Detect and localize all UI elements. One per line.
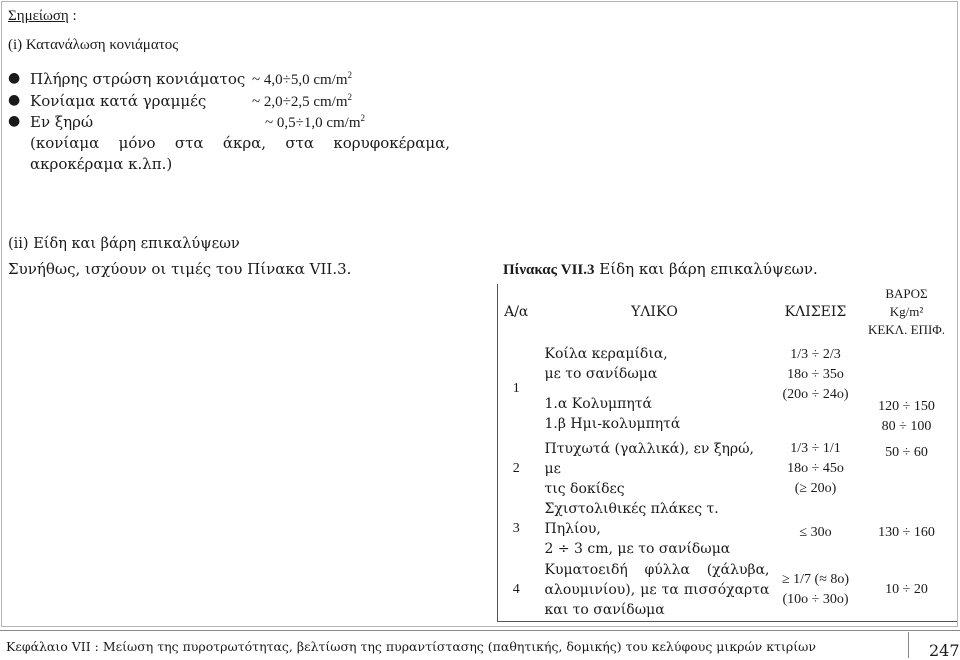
table-caption [503,260,818,279]
material-line: και το σανίδωμα [544,602,665,618]
coverings-table [497,284,957,622]
slope-line: 18ο ÷ 35ο [787,367,844,382]
material-line: Σχιστολιθικές πλάκες τ. Πηλίου, [544,501,719,537]
row-material [535,439,775,499]
slope-line: 1/3 ÷ 1/1 [790,441,841,456]
header-weight [857,284,957,339]
slope-line: 18ο ÷ 45ο [787,461,844,476]
material-line: Πτυχωτά (γαλλικά), εν ξηρώ, με [544,441,755,477]
material-line: αλουμινίου), με τα πισσόχαρτα [544,582,770,598]
weight-line: 120 ÷ 150 [878,399,935,414]
row-slopes [775,559,857,622]
row-weight [857,339,957,439]
slope-line: ≥ 1/7 (≈ 8ο) [781,572,850,587]
header-slopes: ΚΛΙΣΕΙΣ [784,303,847,320]
consumption-label: Πλήρης στρώση κονιάματος [30,70,246,88]
section1-title: (i) Κατανάλωση κονιάματος [8,37,179,53]
section2-text: Συνήθως, ισχύουν οι τιμές του Πίνακα VII.3. [8,260,352,278]
slope-line: (10ο ÷ 30ο) [782,592,849,607]
row-weight: 10 ÷ 20 [885,582,928,597]
table-header-row [498,284,957,339]
section2-title: (ii) Είδη και βάρη επικαλύψεων [8,236,240,252]
note-colon: : [68,8,77,24]
row-aa: 2 [512,461,520,476]
consumption-note-line1: (κονίαμα μόνο στα άκρα, στα κορυφοκέραμα, [30,134,450,152]
row-aa: 4 [512,582,520,597]
header-weight-line2: Kg/m² [889,303,924,319]
row-material [535,339,775,439]
consumption-label: Κονίαμα κατά γραμμές [30,92,207,110]
page-number: 247 [929,641,960,660]
weight-line: 80 ÷ 100 [881,419,932,434]
value-sup: 2 [347,92,353,102]
header-aa: Α/α [504,303,529,320]
row-material [535,499,775,559]
row-weight: 50 ÷ 60 [885,445,928,460]
value-text: ~ 4,0÷5,0 cm/m [252,72,348,88]
slope-line: (20ο ÷ 24ο) [782,387,849,402]
header-weight-line3: ΚΕΚΛ. ΕΠΙΦ. [867,321,946,337]
material-line: 1.β Ημι-κολυμπητά [544,416,681,432]
header-weight-line1: ΒΑΡΟΣ [885,285,928,301]
material-line: 2 ÷ 3 cm, με το σανίδωμα [544,541,731,557]
consumption-value [252,92,352,111]
header-material: ΥΛΙΚΟ [631,303,678,320]
slope-line: 1/3 ÷ 2/3 [790,347,841,362]
consumption-note-line2: ακροκέραμα κ.λπ.) [30,155,173,173]
table-row [498,559,957,622]
bullet-icon: ● [8,70,21,86]
table-row [498,439,957,499]
row-slopes [775,439,857,499]
material-line: Κοίλα κεραμίδια, [544,346,668,362]
value-sup: 2 [347,70,353,80]
value-sup: 2 [360,113,366,123]
bullet-icon: ● [8,113,21,129]
table-caption-text: Είδη και βάρη επικαλύψεων. [594,260,818,278]
material-line: με το σανίδωμα [544,366,658,382]
value-text: ~ 2,0÷2,5 cm/m [252,94,348,110]
material-line: Κυματοειδή φύλλα (χάλυβα, [544,562,770,578]
row-slopes [775,339,857,439]
note-heading [8,8,77,25]
consumption-value [252,70,352,89]
row-weight: 130 ÷ 160 [878,525,935,540]
row-slopes: ≤ 30ο [799,525,832,540]
slope-line: (≥ 20ο) [794,481,837,496]
table-row [498,499,957,559]
row-material [535,559,775,622]
value-text: ~ 0,5÷1,0 cm/m [265,115,361,131]
table-caption-label: Πίνακας VII.3 [503,262,595,278]
row-aa: 3 [512,521,520,536]
bullet-icon: ● [8,92,21,108]
material-line: 1.α Κολυμπητά [544,396,652,412]
consumption-label: Εν ξηρώ [30,113,94,131]
note-title: Σημείωση [8,8,69,24]
table-row [498,339,957,439]
footer-rule [0,630,960,631]
footer-chapter-text: Κεφάλαιο VII : Μείωση της πυροτρωτότητας, βελτίωση της πυραντίστασης (παθητικής, δομικής) του κελύφους μικρών κτιρίων [6,639,816,654]
row-aa: 1 [512,381,520,396]
material-line: τις δοκίδες [544,481,625,497]
consumption-value [265,113,365,132]
footer-separator [908,632,909,658]
